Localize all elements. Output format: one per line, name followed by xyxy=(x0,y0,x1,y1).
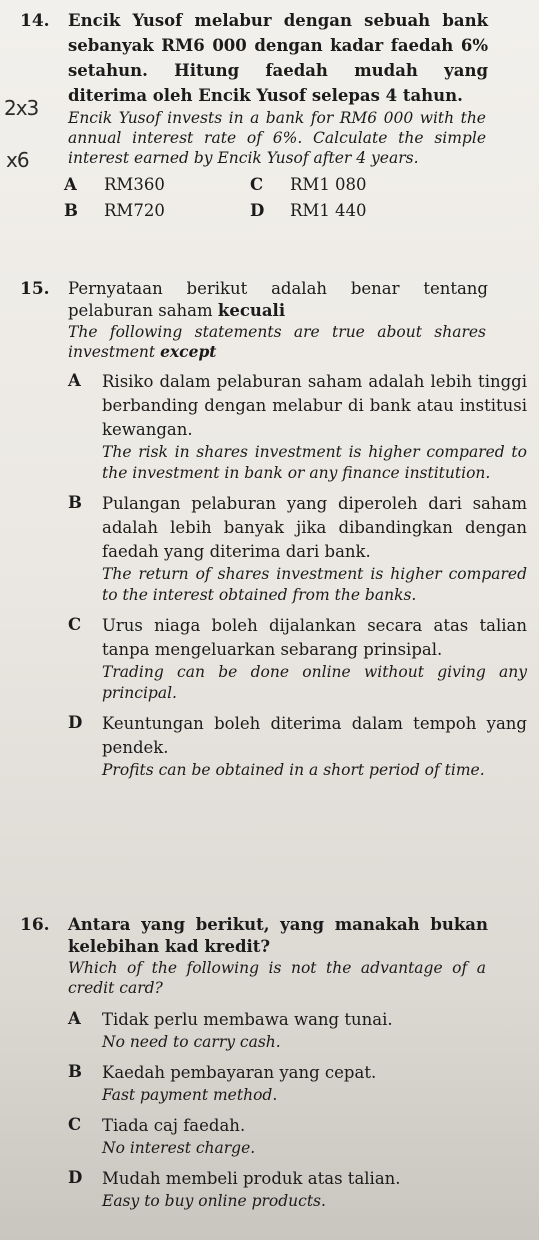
question-stem-en: Encik Yusof invests in a bank for RM6 000 with the annual interest rate of 6%. Calculate the simple interest earned by Encik Yusof after 4 years. xyxy=(68,109,486,167)
stem-text: The following statements are true about shares investment xyxy=(68,323,486,361)
option-c[interactable] xyxy=(68,614,527,704)
option-text-en: Profits can be obtained in a short period of time. xyxy=(102,761,485,779)
option-text: RM1 440 xyxy=(290,201,367,220)
question-14 xyxy=(20,8,527,222)
option-d[interactable] xyxy=(68,712,527,781)
option-text-en: No interest charge. xyxy=(102,1139,256,1157)
option-text: RM720 xyxy=(104,201,165,220)
option-letter: C xyxy=(68,615,82,634)
option-b[interactable] xyxy=(68,1061,527,1106)
option-d[interactable] xyxy=(250,200,410,222)
option-letter: A xyxy=(68,1009,81,1028)
option-text-ms: Tiada caj faedah. xyxy=(102,1116,246,1135)
option-a[interactable] xyxy=(64,174,250,196)
handwritten-note-1: 2x3 xyxy=(4,96,39,120)
option-letter: C xyxy=(68,1115,82,1134)
stem-keyword: except xyxy=(160,342,217,361)
option-letter: B xyxy=(64,201,78,220)
question-number: 16. xyxy=(20,915,50,935)
option-letter: D xyxy=(250,201,265,220)
option-text-en: No need to carry cash. xyxy=(102,1033,281,1051)
option-text-ms: Urus niaga boleh dijalankan secara atas talian tanpa mengeluarkan sebarang prinsipal. xyxy=(102,616,527,659)
option-text-en: The return of shares investment is higher compared to the interest obtained from the banks. xyxy=(102,565,527,604)
question-stem-en: Which of the following is not the advantage of a credit card? xyxy=(68,959,486,997)
question-stem-ms: Antara yang berikut, yang manakah bukan kelebihan kad kredit? xyxy=(68,915,488,956)
option-b[interactable] xyxy=(68,492,527,606)
option-text-ms: Mudah membeli produk atas talian. xyxy=(102,1169,401,1188)
option-letter: C xyxy=(250,175,264,194)
option-a[interactable] xyxy=(68,370,527,484)
option-text-en: The risk in shares investment is higher compared to the investment in bank or any finance institution. xyxy=(102,443,527,482)
option-a[interactable] xyxy=(68,1008,527,1053)
option-text-ms: Risiko dalam pelaburan saham adalah lebih tinggi berbanding dengan melabur di bank atau institusi kewangan. xyxy=(102,372,527,439)
option-text: RM360 xyxy=(104,175,165,194)
question-number: 15. xyxy=(20,279,50,299)
option-letter: B xyxy=(68,1062,82,1081)
option-letter: A xyxy=(64,175,77,194)
option-c[interactable] xyxy=(68,1114,527,1159)
option-text-en: Fast payment method. xyxy=(102,1086,278,1104)
option-text-ms: Keuntungan boleh diterima dalam tempoh yang pendek. xyxy=(102,714,527,757)
option-text-en: Trading can be done online without giving any principal. xyxy=(102,663,527,702)
option-text-en: Easy to buy online products. xyxy=(102,1192,326,1210)
option-d[interactable] xyxy=(68,1167,527,1212)
question-stem-ms: Encik Yusof melabur dengan sebuah bank sebanyak RM6 000 dengan kadar faedah 6% setahun. Hitung faedah mudah yang diterima oleh Encik Yusof selepas 4 tahun. xyxy=(68,11,488,105)
question-stem-ms xyxy=(68,278,488,322)
question-15 xyxy=(20,278,527,781)
question-16 xyxy=(20,914,527,1212)
option-letter: A xyxy=(68,371,81,390)
option-letter: D xyxy=(68,713,83,732)
stem-keyword: kecuali xyxy=(217,301,286,320)
question-stem-en xyxy=(68,322,486,362)
option-text-ms: Tidak perlu membawa wang tunai. xyxy=(102,1010,393,1029)
option-letter: D xyxy=(68,1168,83,1187)
options-grid xyxy=(64,174,527,222)
handwritten-note-2: x6 xyxy=(6,148,29,172)
option-letter: B xyxy=(68,493,82,512)
option-text: RM1 080 xyxy=(290,175,367,194)
option-text-ms: Kaedah pembayaran yang cepat. xyxy=(102,1063,377,1082)
question-number: 14. xyxy=(20,11,50,31)
option-text-ms: Pulangan pelaburan yang diperoleh dari saham adalah lebih banyak jika dibandingkan dengan faedah yang diterima dari bank. xyxy=(102,494,527,561)
option-b[interactable] xyxy=(64,200,250,222)
option-c[interactable] xyxy=(250,174,410,196)
stem-text: Pernyataan berikut adalah benar tentang pelaburan saham xyxy=(68,279,488,320)
